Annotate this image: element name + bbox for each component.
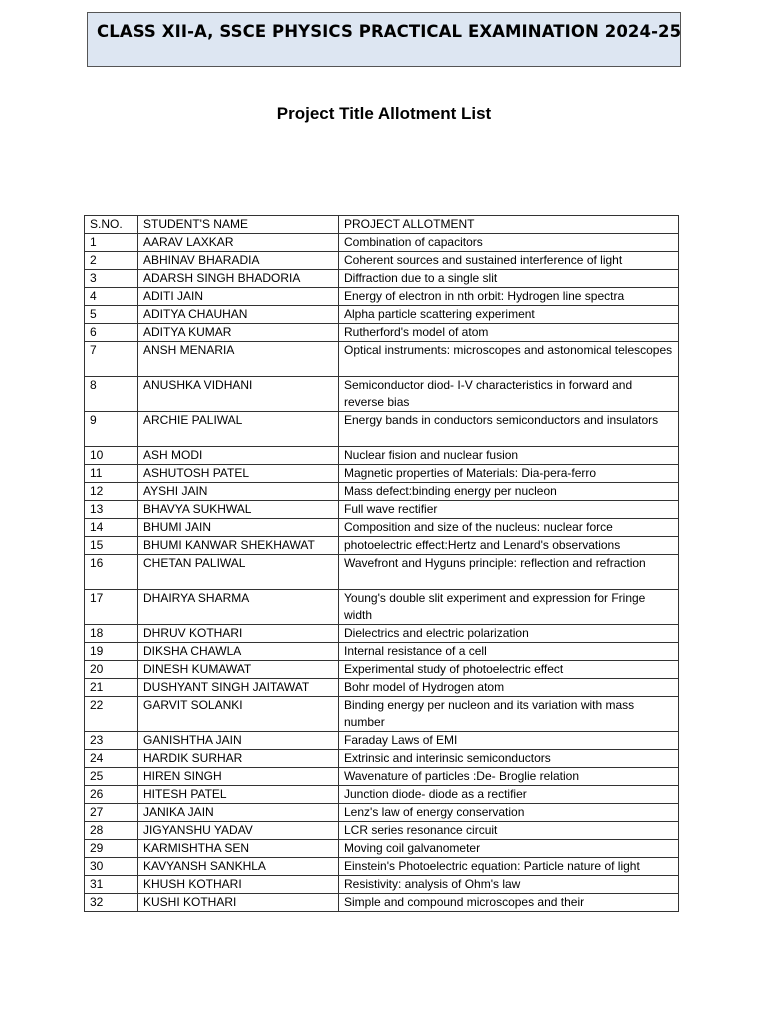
cell-sno: 19 [85,643,138,661]
table-header-row [85,216,679,234]
cell-sno: 16 [85,555,138,590]
table-row [85,822,679,840]
cell-student-name: ADITYA CHAUHAN [138,306,339,324]
table-row [85,804,679,822]
table-row [85,342,679,377]
cell-student-name: ANUSHKA VIDHANI [138,377,339,412]
cell-sno: 15 [85,537,138,555]
cell-project: Alpha particle scattering experiment [339,306,679,324]
cell-project: Mass defect:binding energy per nucleon [339,483,679,501]
cell-project: Junction diode- diode as a rectifier [339,786,679,804]
cell-student-name: JANIKA JAIN [138,804,339,822]
table-row [85,519,679,537]
cell-student-name: BHUMI JAIN [138,519,339,537]
cell-project: Binding energy per nucleon and its variation with mass number [339,697,679,732]
header-box [87,12,681,67]
cell-project: Nuclear fision and nuclear fusion [339,447,679,465]
cell-sno: 18 [85,625,138,643]
table-row [85,555,679,590]
cell-student-name: JIGYANSHU YADAV [138,822,339,840]
table-row [85,447,679,465]
cell-project: Extrinsic and interinsic semiconductors [339,750,679,768]
table-row [85,412,679,447]
cell-project: Experimental study of photoelectric effect [339,661,679,679]
cell-sno: 2 [85,252,138,270]
cell-project: Lenz's law of energy conservation [339,804,679,822]
table-row [85,270,679,288]
allotment-table [84,215,679,912]
table-row [85,876,679,894]
table-row [85,625,679,643]
cell-sno: 8 [85,377,138,412]
cell-student-name: ANSH MENARIA [138,342,339,377]
table-row [85,306,679,324]
cell-sno: 11 [85,465,138,483]
cell-student-name: DIKSHA CHAWLA [138,643,339,661]
cell-student-name: ADITYA KUMAR [138,324,339,342]
table-row [85,661,679,679]
cell-student-name: HITESH PATEL [138,786,339,804]
cell-sno: 28 [85,822,138,840]
cell-project: Simple and compound microscopes and their [339,894,679,912]
table-header [85,216,679,234]
cell-project: Resistivity: analysis of Ohm's law [339,876,679,894]
column-header-name: STUDENT'S NAME [138,216,339,234]
cell-sno: 6 [85,324,138,342]
table-row [85,732,679,750]
cell-sno: 25 [85,768,138,786]
cell-project: Composition and size of the nucleus: nuclear force [339,519,679,537]
cell-project: Combination of capacitors [339,234,679,252]
cell-project: Rutherford's model of atom [339,324,679,342]
cell-student-name: HIREN SINGH [138,768,339,786]
table-row [85,768,679,786]
cell-project: Diffraction due to a single slit [339,270,679,288]
column-header-sno: S.NO. [85,216,138,234]
table-row [85,288,679,306]
cell-student-name: BHUMI KANWAR SHEKHAWAT [138,537,339,555]
cell-student-name: ADARSH SINGH BHADORIA [138,270,339,288]
cell-project: Full wave rectifier [339,501,679,519]
cell-project: Wavefront and Hyguns principle: reflection and refraction [339,555,679,590]
cell-project: Wavenature of particles :De- Broglie relation [339,768,679,786]
cell-student-name: ASH MODI [138,447,339,465]
cell-sno: 21 [85,679,138,697]
cell-sno: 22 [85,697,138,732]
table-row [85,697,679,732]
cell-project: Energy bands in conductors semiconductors and insulators [339,412,679,447]
cell-sno: 10 [85,447,138,465]
table-row [85,643,679,661]
cell-sno: 24 [85,750,138,768]
table-row [85,465,679,483]
cell-project: Young's double slit experiment and expression for Fringe width [339,590,679,625]
cell-project: Semiconductor diod- I-V characteristics in forward and reverse bias [339,377,679,412]
cell-project: Coherent sources and sustained interference of light [339,252,679,270]
cell-student-name: KHUSH KOTHARI [138,876,339,894]
cell-sno: 27 [85,804,138,822]
document-title: CLASS XII-A, SSCE PHYSICS PRACTICAL EXAMINATION 2024-25 [97,22,682,41]
table-row [85,324,679,342]
column-header-project: PROJECT ALLOTMENT [339,216,679,234]
cell-student-name: GANISHTHA JAIN [138,732,339,750]
cell-project: Optical instruments: microscopes and astonomical telescopes [339,342,679,377]
table-row [85,501,679,519]
cell-sno: 1 [85,234,138,252]
cell-project: Moving coil galvanometer [339,840,679,858]
cell-sno: 26 [85,786,138,804]
cell-sno: 32 [85,894,138,912]
table-row [85,483,679,501]
cell-sno: 17 [85,590,138,625]
cell-sno: 4 [85,288,138,306]
table-row [85,786,679,804]
cell-student-name: ARCHIE PALIWAL [138,412,339,447]
cell-sno: 30 [85,858,138,876]
cell-sno: 29 [85,840,138,858]
table-row [85,858,679,876]
cell-sno: 20 [85,661,138,679]
cell-sno: 31 [85,876,138,894]
cell-student-name: AYSHI JAIN [138,483,339,501]
cell-student-name: ADITI JAIN [138,288,339,306]
cell-student-name: BHAVYA SUKHWAL [138,501,339,519]
cell-student-name: KAVYANSH SANKHLA [138,858,339,876]
table-row [85,537,679,555]
table-row [85,750,679,768]
cell-project: Einstein's Photoelectric equation: Particle nature of light [339,858,679,876]
cell-project: Energy of electron in nth orbit: Hydrogen line spectra [339,288,679,306]
cell-student-name: HARDIK SURHAR [138,750,339,768]
table-row [85,252,679,270]
cell-sno: 14 [85,519,138,537]
table-body [85,234,679,912]
cell-student-name: KARMISHTHA SEN [138,840,339,858]
cell-sno: 5 [85,306,138,324]
table-row [85,590,679,625]
cell-project: Magnetic properties of Materials: Dia-pera-ferro [339,465,679,483]
cell-project: Faraday Laws of EMI [339,732,679,750]
cell-student-name: DUSHYANT SINGH JAITAWAT [138,679,339,697]
table-row [85,234,679,252]
cell-sno: 23 [85,732,138,750]
table-row [85,894,679,912]
cell-student-name: DINESH KUMAWAT [138,661,339,679]
cell-project: Bohr model of Hydrogen atom [339,679,679,697]
cell-student-name: ABHINAV BHARADIA [138,252,339,270]
cell-student-name: ASHUTOSH PATEL [138,465,339,483]
table-row [85,840,679,858]
cell-project: LCR series resonance circuit [339,822,679,840]
cell-student-name: DHAIRYA SHARMA [138,590,339,625]
cell-project: photoelectric effect:Hertz and Lenard's observations [339,537,679,555]
cell-sno: 13 [85,501,138,519]
cell-sno: 9 [85,412,138,447]
list-subtitle: Project Title Allotment List [276,104,492,123]
table-row [85,377,679,412]
cell-sno: 7 [85,342,138,377]
cell-sno: 3 [85,270,138,288]
cell-project: Dielectrics and electric polarization [339,625,679,643]
cell-student-name: KUSHI KOTHARI [138,894,339,912]
cell-student-name: GARVIT SOLANKI [138,697,339,732]
cell-student-name: DHRUV KOTHARI [138,625,339,643]
cell-student-name: CHETAN PALIWAL [138,555,339,590]
cell-project: Internal resistance of a cell [339,643,679,661]
cell-sno: 12 [85,483,138,501]
table-row [85,679,679,697]
cell-student-name: AARAV LAXKAR [138,234,339,252]
